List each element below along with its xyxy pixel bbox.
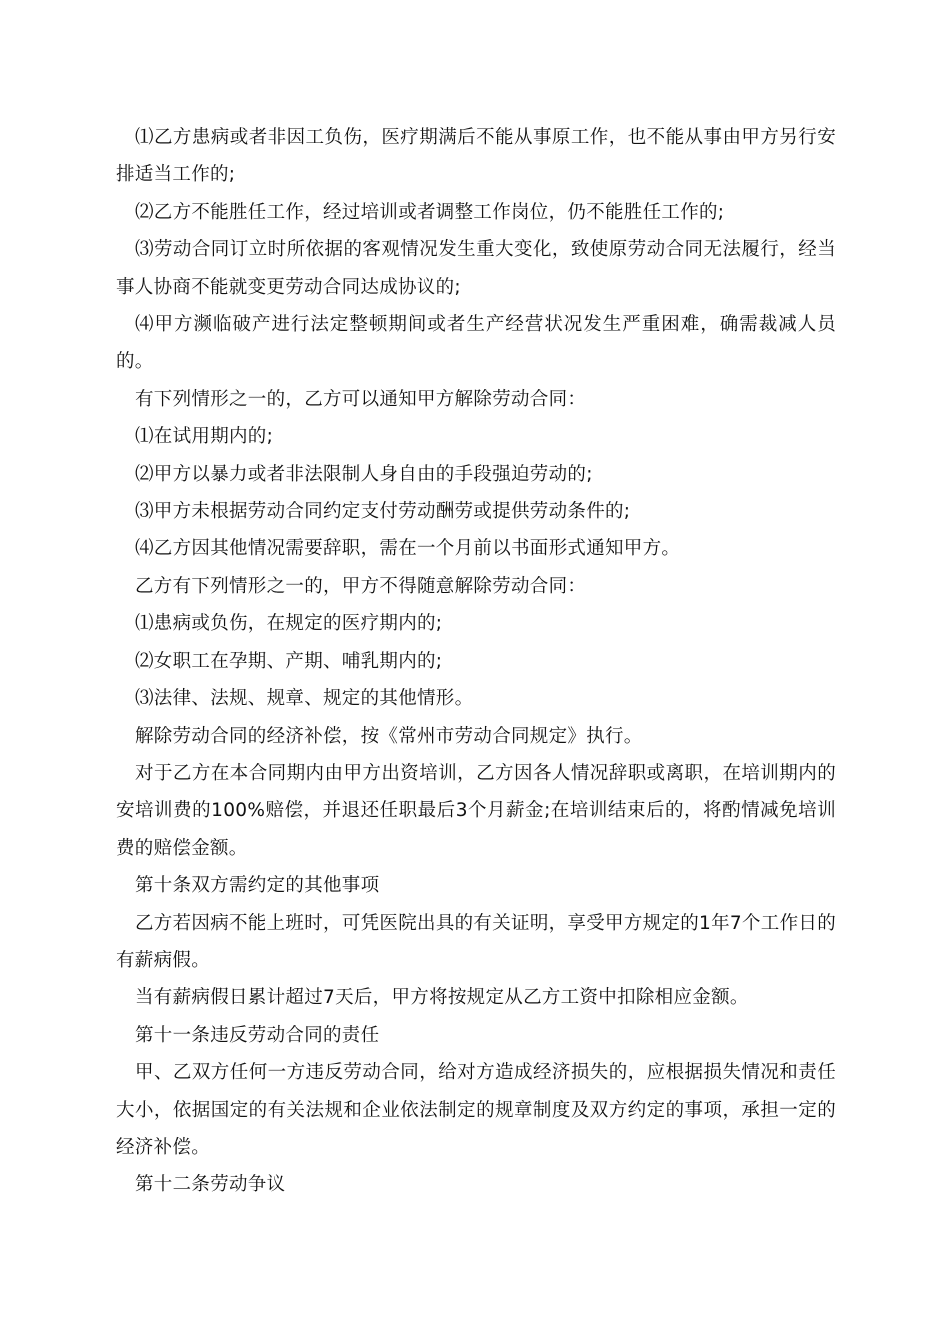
document-body xyxy=(116,119,836,1204)
section-heading-article-10: 第十条双方需约定的其他事项 xyxy=(135,875,380,897)
paragraph-protected-pregnancy: ⑵女职工在孕期、产期、哺乳期内的; xyxy=(135,650,443,672)
paragraph-protected-other: ⑶法律、法规、规章、规定的其他情形。 xyxy=(135,688,474,710)
paragraph-termination-illness: ⑴乙方患病或者非因工负伤，医疗期满后不能从事原工作，也不能从事由甲方另行安排适当工作的; xyxy=(116,127,836,186)
paragraph-breach-liability: 甲、乙双方任何一方违反劳动合同，给对方造成经济损失的，应根据损失情况和责任大小，依据国定的有关法规和企业依法制定的规章制度及双方约定的事项，承担一定的经济补偿。 xyxy=(116,1062,836,1158)
paragraph-termination-incompetence: ⑵乙方不能胜任工作，经过培训或者调整工作岗位，仍不能胜任工作的; xyxy=(135,201,725,223)
paragraph-protected-medical: ⑴患病或负伤，在规定的医疗期内的; xyxy=(135,613,443,635)
paragraph-protected-heading: 乙方有下列情形之一的，甲方不得随意解除劳动合同： xyxy=(135,575,587,597)
paragraph-termination-circumstance-change: ⑶劳动合同订立时所依据的客观情况发生重大变化，致使原劳动合同无法履行，经当事人协商不能就变更劳动合同达成协议的; xyxy=(116,239,836,298)
paragraph-employee-forced-labor: ⑵甲方以暴力或者非法限制人身自由的手段强迫劳动的; xyxy=(135,463,593,485)
paragraph-sick-leave-deduction: 当有薪病假日累计超过7天后，甲方将按规定从乙方工资中扣除相应金额。 xyxy=(135,987,749,1009)
paragraph-employee-resignation: ⑷乙方因其他情况需要辞职，需在一个月前以书面形式通知甲方。 xyxy=(135,538,681,560)
paragraph-compensation: 解除劳动合同的经济补偿，按《常州市劳动合同规定》执行。 xyxy=(135,725,643,747)
paragraph-employee-termination-heading: 有下列情形之一的，乙方可以通知甲方解除劳动合同： xyxy=(135,388,587,410)
section-heading-article-12: 第十二条劳动争议 xyxy=(135,1174,286,1196)
paragraph-sick-leave: 乙方若因病不能上班时，可凭医院出具的有关证明，享受甲方规定的1年7个工作日的有薪病假。 xyxy=(116,912,836,971)
paragraph-termination-bankruptcy: ⑷甲方濒临破产进行法定整顿期间或者生产经营状况发生严重困难，确需裁减人员的。 xyxy=(116,314,836,373)
paragraph-employee-probation: ⑴在试用期内的; xyxy=(135,426,274,448)
section-heading-article-11: 第十一条违反劳动合同的责任 xyxy=(135,1024,380,1046)
paragraph-employee-unpaid: ⑶甲方未根据劳动合同约定支付劳动酬劳或提供劳动条件的; xyxy=(135,501,631,523)
paragraph-training-reimbursement: 对于乙方在本合同期内由甲方出资培训，乙方因各人情况辞职或离职，在培训期内的安培训费的100%赔偿，并退还任职最后3个月薪金;在培训结束后的，将酌情减免培训费的赔偿金额。 xyxy=(116,762,836,859)
